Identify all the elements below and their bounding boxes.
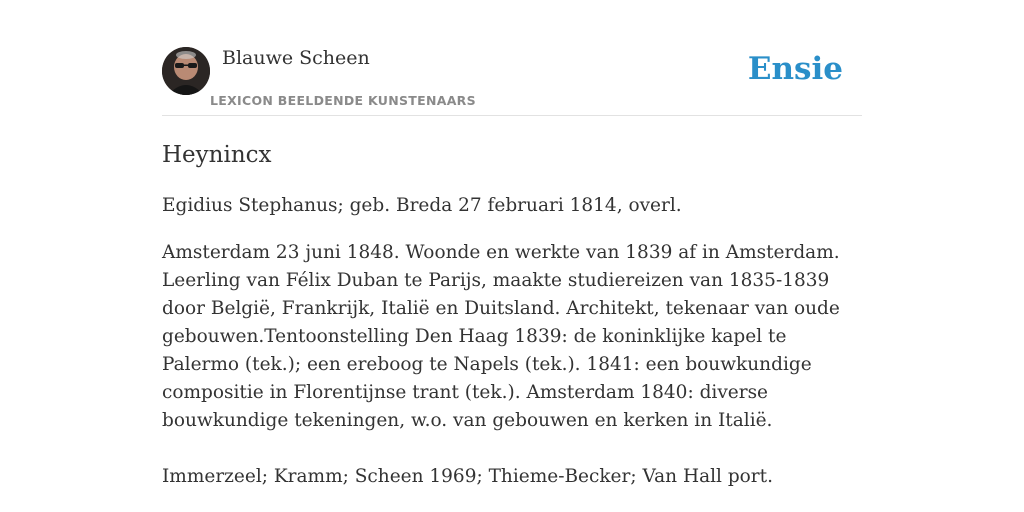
- article-paragraph: Amsterdam 23 juni 1848. Woonde en werkte van 1839 af in Amsterdam. Leerling van Félix Duban te Parijs, maakte studiereizen van 1835-1839 door België, Frankrijk, Italië en Duitsland. Architekt, tekenaar van oude gebouwen.Tentoonstelling Den Haag 1839: de koninklijke kapel te Palermo (tek.); een ereboog te Napels (tek.). 1841: een bouwkundige compositie in Florentijnse trant (tek.). Amsterdam 1840: diverse bouwkundige tekeningen, w.o. van gebouwen en kerken in Italië.: [162, 242, 840, 431]
- article-title: Heynincx: [162, 142, 272, 168]
- header-divider: [162, 115, 862, 116]
- author-avatar[interactable]: [162, 47, 210, 95]
- author-name[interactable]: Blauwe Scheen: [222, 47, 370, 69]
- category-label[interactable]: LEXICON BEELDENDE KUNSTENAARS: [210, 93, 476, 108]
- ensie-logo[interactable]: Ensie: [747, 51, 843, 87]
- article-sources: Immerzeel; Kramm; Scheen 1969; Thieme-Becker; Van Hall port.: [162, 466, 773, 487]
- avatar-portrait-icon: [162, 47, 210, 95]
- article-paragraph: Egidius Stephanus; geb. Breda 27 februari 1814, overl.: [162, 195, 682, 216]
